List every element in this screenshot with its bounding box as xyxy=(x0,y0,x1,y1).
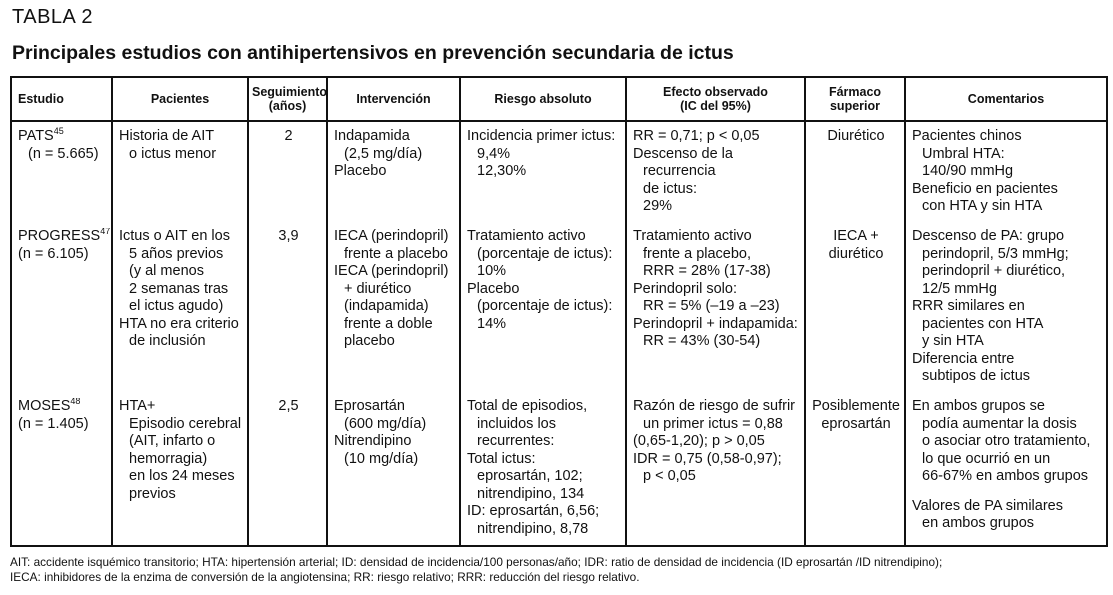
cell-line: eprosartán xyxy=(821,415,891,432)
cell-line: IECA + xyxy=(833,228,879,244)
cell-line: frente a placebo xyxy=(344,245,448,262)
cell-line: nitrendipino, 134 xyxy=(477,485,585,502)
cell-comentarios xyxy=(905,398,1107,546)
table-label: TABLA 2 xyxy=(12,6,93,28)
cell-seguimiento: 2,5 xyxy=(248,398,327,546)
header-seguimiento xyxy=(248,77,327,121)
cell-line: recurrencia xyxy=(643,163,716,179)
cell-line: (2,5 mg/día) xyxy=(344,145,423,162)
cell-line: + diurético xyxy=(344,280,412,297)
cell-line: placebo xyxy=(344,333,395,349)
table-title: Principales estudios con antihipertensivos en prevención secundaria de ictus xyxy=(12,42,734,64)
cell-riesgo xyxy=(460,398,626,546)
cell-line: ID: eprosartán, 6,56; xyxy=(467,503,600,519)
cell-line: lo que ocurrió en un xyxy=(922,450,1051,467)
cell-line: Pacientes chinos xyxy=(912,128,1022,144)
cell-line: Episodio cerebral xyxy=(129,415,242,432)
cell-line: Descenso de la xyxy=(633,145,733,162)
cell-line: Total ictus: xyxy=(467,450,536,467)
cell-line: Eprosartán xyxy=(334,398,405,414)
cell-line: de inclusión xyxy=(129,333,206,349)
cell-line: el ictus agudo) xyxy=(129,298,224,314)
cell-farmaco xyxy=(805,398,905,546)
cell-line: hemorragia) xyxy=(129,450,208,467)
header-efecto-line2: (IC del 95%) xyxy=(680,99,751,113)
cell-line: en los 24 meses xyxy=(129,468,235,484)
cell-estudio xyxy=(11,398,112,546)
cell-estudio xyxy=(11,121,112,228)
header-estudio: Estudio xyxy=(11,77,112,121)
cell-riesgo xyxy=(460,228,626,398)
cell-efecto xyxy=(626,121,805,228)
cell-seguimiento: 2 xyxy=(248,121,327,228)
header-row xyxy=(11,77,1107,121)
cell-line: (10 mg/día) xyxy=(344,450,419,467)
cell-intervencion xyxy=(327,398,460,546)
cell-line: y sin HTA xyxy=(922,333,984,349)
header-comentarios: Comentarios xyxy=(905,77,1107,121)
cell-line: incluidos los xyxy=(477,415,556,432)
cell-line: IECA (perindopril) xyxy=(334,228,449,244)
cell-pacientes xyxy=(112,121,248,228)
cell-line: (porcentaje de ictus): xyxy=(477,298,613,314)
cell-line: RRR = 28% (17-38) xyxy=(643,263,771,279)
cell-line: HTA+ xyxy=(119,398,156,414)
cell-line: Diferencia entre xyxy=(912,350,1015,367)
header-farmaco-line1: Fármaco xyxy=(828,85,882,99)
footnote-line: IECA: inhibidores de la enzima de conversión de la angiotensina; RR: riesgo relativo; RRR: reducción del riesgo relativo. xyxy=(10,570,640,584)
cell-line: 66-67% en ambos grupos xyxy=(922,468,1089,484)
cell-line: diurético xyxy=(828,245,884,262)
cell-line: recurrentes: xyxy=(477,433,555,449)
cell-line: (indapamida) xyxy=(344,298,429,314)
study-name-text: PROGRESS xyxy=(18,228,101,244)
header-pacientes: Pacientes xyxy=(112,77,248,121)
cell-pacientes xyxy=(112,398,248,546)
header-farmaco xyxy=(805,77,905,121)
cell-line: (porcentaje de ictus): xyxy=(477,245,613,262)
cell-line: Razón de riesgo de sufrir xyxy=(633,398,795,414)
cell-comentarios xyxy=(905,228,1107,398)
cell-line: 5 años previos xyxy=(129,245,224,262)
cell-farmaco xyxy=(805,228,905,398)
cell-line: Ictus o AIT en los xyxy=(119,228,230,244)
cell-line: podía aumentar la dosis xyxy=(922,415,1077,432)
cell-farmaco xyxy=(805,121,905,228)
cell-line: subtipos de ictus xyxy=(922,368,1031,384)
cell-line: 10% xyxy=(477,263,507,279)
cell-line: o ictus menor xyxy=(129,145,217,162)
study-ref: 45 xyxy=(53,126,64,136)
cell-line: 14% xyxy=(477,315,507,332)
cell-line: 9,4% xyxy=(477,145,511,162)
cell-riesgo xyxy=(460,121,626,228)
header-intervencion: Intervención xyxy=(327,77,460,121)
cell-line: Perindopril solo: xyxy=(633,280,737,297)
cell-line: Diurético xyxy=(827,128,885,144)
cell-line: Umbral HTA: xyxy=(922,145,1005,162)
cell-line: de ictus: xyxy=(643,180,697,197)
table-row xyxy=(11,121,1107,228)
cell-line: frente a doble xyxy=(344,315,433,332)
study-name-text: PATS xyxy=(18,128,54,144)
cell-line: Beneficio en pacientes xyxy=(912,180,1058,197)
cell-line: RRR similares en xyxy=(912,298,1025,314)
cell-spacer xyxy=(912,486,1102,498)
study-n: (n = 5.665) xyxy=(28,145,99,162)
footnote-line: AIT: accidente isquémico transitorio; HTA: hipertensión arterial; ID: densidad de incidencia/100 personas/año; IDR: ratio de densidad de incidencia (ID eprosartán /ID nitrendipino); xyxy=(10,555,943,569)
study-name xyxy=(18,128,107,146)
table-footnote xyxy=(10,555,1110,585)
cell-line: Posiblemente xyxy=(812,398,900,414)
cell-line: perindopril, 5/3 mmHg; xyxy=(922,245,1069,262)
studies-table xyxy=(10,76,1108,547)
cell-estudio xyxy=(11,228,112,398)
cell-line: Perindopril + indapamida: xyxy=(633,315,798,332)
cell-line: en ambos grupos xyxy=(922,515,1035,531)
study-name xyxy=(18,398,107,416)
cell-line: IDR = 0,75 (0,58-0,97); xyxy=(633,450,782,467)
cell-line: RR = 0,71; p < 0,05 xyxy=(633,128,760,144)
cell-line: previos xyxy=(129,485,176,502)
cell-line: Total de episodios, xyxy=(467,398,588,414)
cell-efecto xyxy=(626,228,805,398)
header-seguimiento-line2: (años) xyxy=(268,99,307,113)
cell-line: Placebo xyxy=(467,280,520,297)
cell-line: RR = 43% (30-54) xyxy=(643,333,761,349)
cell-line: (AIT, infarto o xyxy=(129,433,216,449)
cell-line: Indapamida xyxy=(334,128,410,144)
cell-line: (0,65-1,20); p > 0,05 xyxy=(633,433,765,449)
cell-line: (600 mg/día) xyxy=(344,415,427,432)
cell-line: En ambos grupos se xyxy=(912,398,1045,414)
table-row xyxy=(11,228,1107,398)
study-name xyxy=(18,228,111,246)
header-seguimiento-line1: Seguimiento xyxy=(252,85,328,99)
study-ref: 47 xyxy=(100,228,111,236)
header-efecto-line1: Efecto observado xyxy=(663,85,768,99)
header-efecto xyxy=(626,77,805,121)
cell-line: Historia de AIT xyxy=(119,128,215,144)
cell-line: Valores de PA similares xyxy=(912,497,1063,514)
cell-line: frente a placebo, xyxy=(643,245,752,262)
cell-line: eprosartán, 102; xyxy=(477,468,583,484)
cell-line: 12/5 mmHg xyxy=(922,280,997,297)
cell-line: con HTA y sin HTA xyxy=(922,198,1043,214)
header-farmaco-line2: superior xyxy=(829,99,880,113)
cell-line: Incidencia primer ictus: xyxy=(467,128,616,144)
table-row xyxy=(11,398,1107,546)
cell-seguimiento: 3,9 xyxy=(248,228,327,398)
cell-line: un primer ictus = 0,88 xyxy=(643,415,783,432)
cell-intervencion xyxy=(327,228,460,398)
cell-line: 140/90 mmHg xyxy=(922,163,1014,179)
cell-line: Nitrendipino xyxy=(334,433,412,449)
cell-line: RR = 5% (–19 a –23) xyxy=(643,298,780,314)
cell-line: HTA no era criterio xyxy=(119,315,239,332)
study-n: (n = 1.405) xyxy=(18,415,89,432)
cell-line: Descenso de PA: grupo xyxy=(912,228,1065,244)
study-ref: 48 xyxy=(70,398,81,406)
study-n: (n = 6.105) xyxy=(18,245,89,262)
cell-pacientes xyxy=(112,228,248,398)
cell-line: perindopril + diurético, xyxy=(922,263,1066,279)
cell-line: IECA (perindopril) xyxy=(334,263,449,279)
cell-line: nitrendipino, 8,78 xyxy=(477,520,589,537)
study-name-text: MOSES xyxy=(18,398,71,414)
cell-efecto xyxy=(626,398,805,546)
cell-line: (y al menos xyxy=(129,263,204,279)
cell-line: Placebo xyxy=(334,163,387,179)
cell-line: o asociar otro tratamiento, xyxy=(922,433,1091,449)
cell-line: 12,30% xyxy=(477,163,527,179)
cell-line: 2 semanas tras xyxy=(129,280,229,297)
cell-line: pacientes con HTA xyxy=(922,315,1044,332)
cell-line: Tratamiento activo xyxy=(467,228,586,244)
cell-line: Tratamiento activo xyxy=(633,228,752,244)
header-riesgo: Riesgo absoluto xyxy=(460,77,626,121)
cell-line: p < 0,05 xyxy=(643,468,696,484)
cell-comentarios xyxy=(905,121,1107,228)
cell-line: 29% xyxy=(643,198,673,214)
cell-intervencion xyxy=(327,121,460,228)
